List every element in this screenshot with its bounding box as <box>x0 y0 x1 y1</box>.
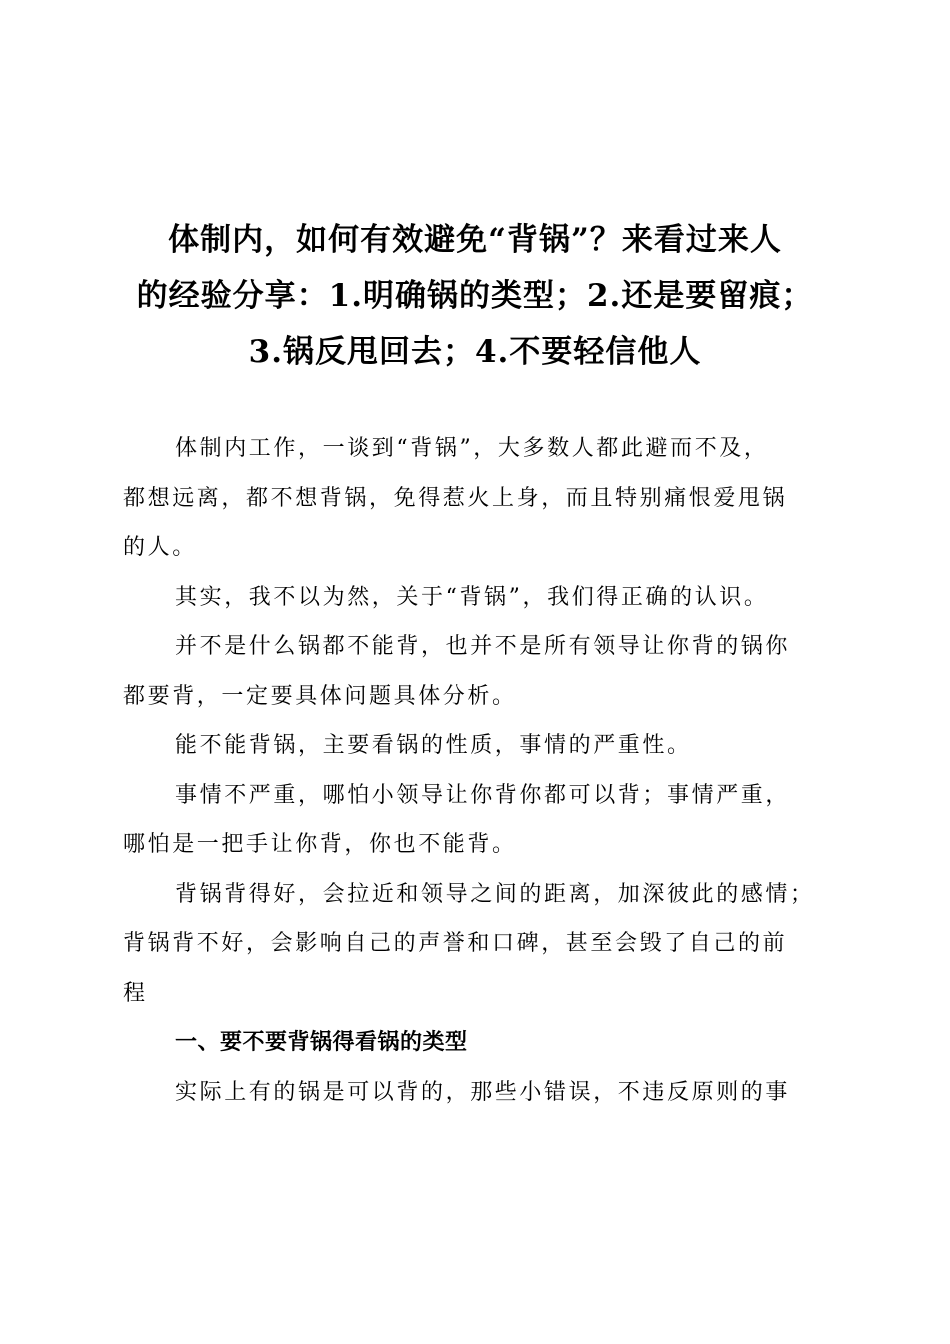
paragraph-intro <box>123 424 823 573</box>
text-line: 程 <box>123 980 148 1006</box>
section-heading-text: 一、要不要背锅得看锅的类型 <box>175 1030 468 1055</box>
text-line: 背锅背不好，会影响自己的声誉和口碑，甚至会毁了自己的前 <box>123 931 788 956</box>
paragraph-analysis <box>123 622 823 721</box>
text-line: 都想远离，都不想背锅，免得惹火上身，而且特别痛恨爱甩锅 <box>123 485 788 511</box>
text-line: 实际上有的锅是可以背的，那些小错误，不违反原则的事 <box>175 1079 791 1105</box>
title-line: 的经验分享：1.明确锅的类型；2.还是要留痕； <box>136 278 814 314</box>
paragraph-section-start <box>123 1068 823 1118</box>
section-heading <box>123 1018 823 1068</box>
text-line: 背锅背得好，会拉近和领导之间的距离，加深彼此的感情； <box>175 881 815 907</box>
text-line: 其实，我不以为然，关于“背锅”，我们得正确的认识。 <box>175 584 769 610</box>
paragraph-nature <box>123 721 823 771</box>
title-line: 3.锅反甩回去；4.不要轻信他人 <box>248 334 702 370</box>
text-line: 能不能背锅，主要看锅的性质，事情的严重性。 <box>175 733 692 758</box>
text-line: 事情不严重，哪怕小领导让你背你都可以背；事情严重， <box>175 782 791 808</box>
text-line: 都要背，一定要具体问题具体分析。 <box>123 683 517 709</box>
document-title <box>110 212 840 380</box>
text-line: 体制内工作，一谈到“背锅”，大多数人都此避而不及， <box>175 436 769 461</box>
text-line: 并不是什么锅都不能背，也并不是所有领导让你背的锅你 <box>175 634 791 659</box>
title-line: 体制内，如何有效避免“背锅”？来看过来人 <box>168 222 782 258</box>
paragraph-consequence <box>123 870 823 1019</box>
paragraph-severity <box>123 771 823 870</box>
paragraph-opinion <box>123 573 823 623</box>
document-body <box>123 424 823 1117</box>
text-line: 哪怕是一把手让你背，你也不能背。 <box>123 832 517 857</box>
text-line: 的人。 <box>123 535 197 560</box>
